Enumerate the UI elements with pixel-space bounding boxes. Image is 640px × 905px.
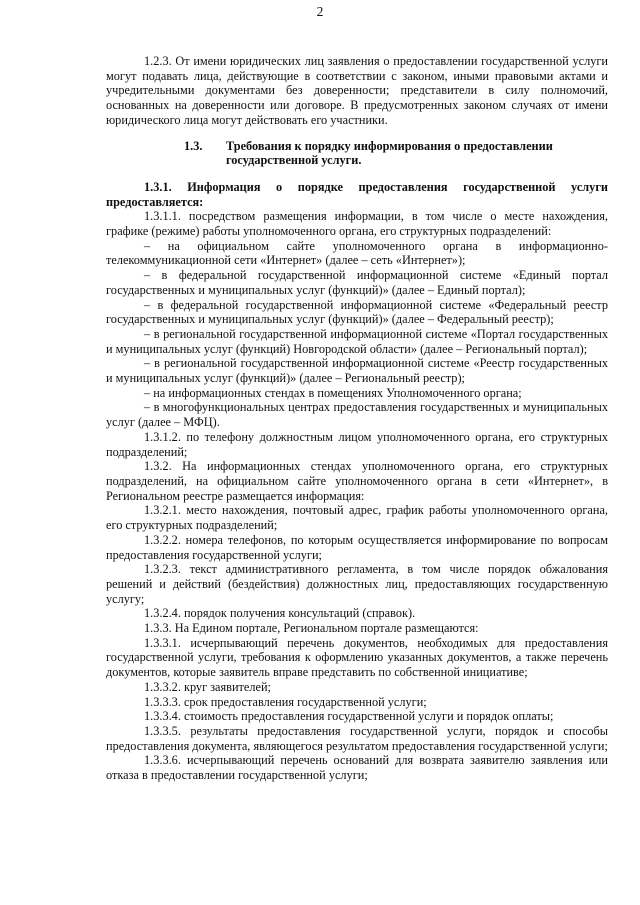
paragraph-1-3-3-3: 1.3.3.3. срок предоставления государственной услуги;: [144, 694, 427, 709]
section-number: 1.3.: [184, 138, 203, 153]
list-item-federal-registry: – в федеральной государственной информационной системе «Федеральный реестр государственных и муниципальных услуг (функций)» (далее – Федеральный реестр);: [106, 297, 608, 327]
paragraph-1-3-1: 1.3.1. Информация о порядке предоставления государственной услуги предоставляется:: [106, 179, 608, 209]
paragraph-1-2-3: 1.2.3. От имени юридических лиц заявления о предоставлении государственной услуги могут подавать лица, действующие в соответствии с законом, иными правовыми актами и учредительными документами без доверенности; представители в силу полномочий, основанных на доверенности или договоре. В предусмотренных законом случаях от имени юридического лица могут действовать его участники.: [106, 54, 608, 127]
list-item-regional-portal: – в региональной государственной информационной системе «Портал государственных и муниципальных услуг (функций) Новгородской области» (далее – Региональный портал);: [106, 326, 608, 356]
paragraph-1-3-3: 1.3.3. На Едином портале, Региональном портале размещаются:: [144, 621, 479, 636]
paragraph-1-3-3-1: 1.3.3.1. исчерпывающий перечень документов, необходимых для предоставления государственной услуги, требования к оформлению указанных документов, а также перечень документов, которые заявитель вправе представить по собственной инициативе;: [106, 635, 608, 680]
section-heading: [106, 139, 608, 168]
paragraph-1-3-2-3: 1.3.2.3. текст административного регламента, в том числе порядок обжалования решений и действий (бездействия) должностных лиц, предоставляющих государственную услугу;: [106, 562, 608, 606]
paragraph-1-3-3-6: 1.3.3.6. исчерпывающий перечень оснований для возврата заявителю заявления или отказа в предоставлении государственной услуги;: [106, 753, 608, 783]
paragraph-1-3-2: 1.3.2. На информационных стендах уполномоченного органа, его структурных подразделений, на официальном сайте уполномоченного органа в сети «Интернет», в Региональном реестре размещается информация:: [106, 459, 608, 503]
paragraph-1-3-3-4: 1.3.3.4. стоимость предоставления государственной услуги и порядок оплаты;: [144, 709, 554, 724]
paragraph-1-3-3-5: 1.3.3.5. результаты предоставления государственной услуги, порядок и способы предоставления документа, являющегося результатом предоставления государственной услуги;: [106, 723, 608, 753]
list-item-info-stands: – на информационных стендах в помещениях Уполномоченного органа;: [144, 385, 522, 400]
list-item-regional-registry: – в региональной государственной информационной системе «Реестр государственных и муниципальных услуг (функций)» (далее – Региональный реестр);: [106, 356, 608, 386]
section-title: Требования к порядку информирования о предоставлении государственной услуги.: [226, 138, 553, 168]
document-body: [106, 54, 608, 783]
list-item-unified-portal: – в федеральной государственной информационной системе «Единый портал государственных и муниципальных услуг (функций)» (далее – Единый портал);: [106, 268, 608, 297]
paragraph-1-3-1-2: 1.3.1.2. по телефону должностным лицом уполномоченного органа, его структурных подразделений;: [106, 429, 608, 459]
paragraph-1-3-2-2: 1.3.2.2. номера телефонов, по которым осуществляется информирование по вопросам предоставления государственной услуги;: [106, 532, 608, 562]
list-item-mfc: – в многофункциональных центрах предоставления государственных и муниципальных услуг (далее – МФЦ).: [106, 400, 608, 430]
list-item-official-site: – на официальном сайте уполномоченного органа в информационно-телекоммуникационной сети «Интернет» (далее – сеть «Интернет»);: [106, 238, 608, 268]
paragraph-1-3-2-1: 1.3.2.1. место нахождения, почтовый адрес, график работы уполномоченного органа, его структурных подразделений;: [106, 503, 608, 533]
paragraph-1-3-3-2: 1.3.3.2. круг заявителей;: [144, 679, 271, 694]
page-number: 2: [316, 4, 324, 19]
paragraph-1-3-1-1: 1.3.1.1. посредством размещения информации, в том числе о месте нахождения, графике (режиме) работы уполномоченного органа, его структурных подразделений:: [106, 209, 608, 239]
paragraph-1-3-2-4: 1.3.2.4. порядок получения консультаций (справок).: [144, 606, 416, 621]
